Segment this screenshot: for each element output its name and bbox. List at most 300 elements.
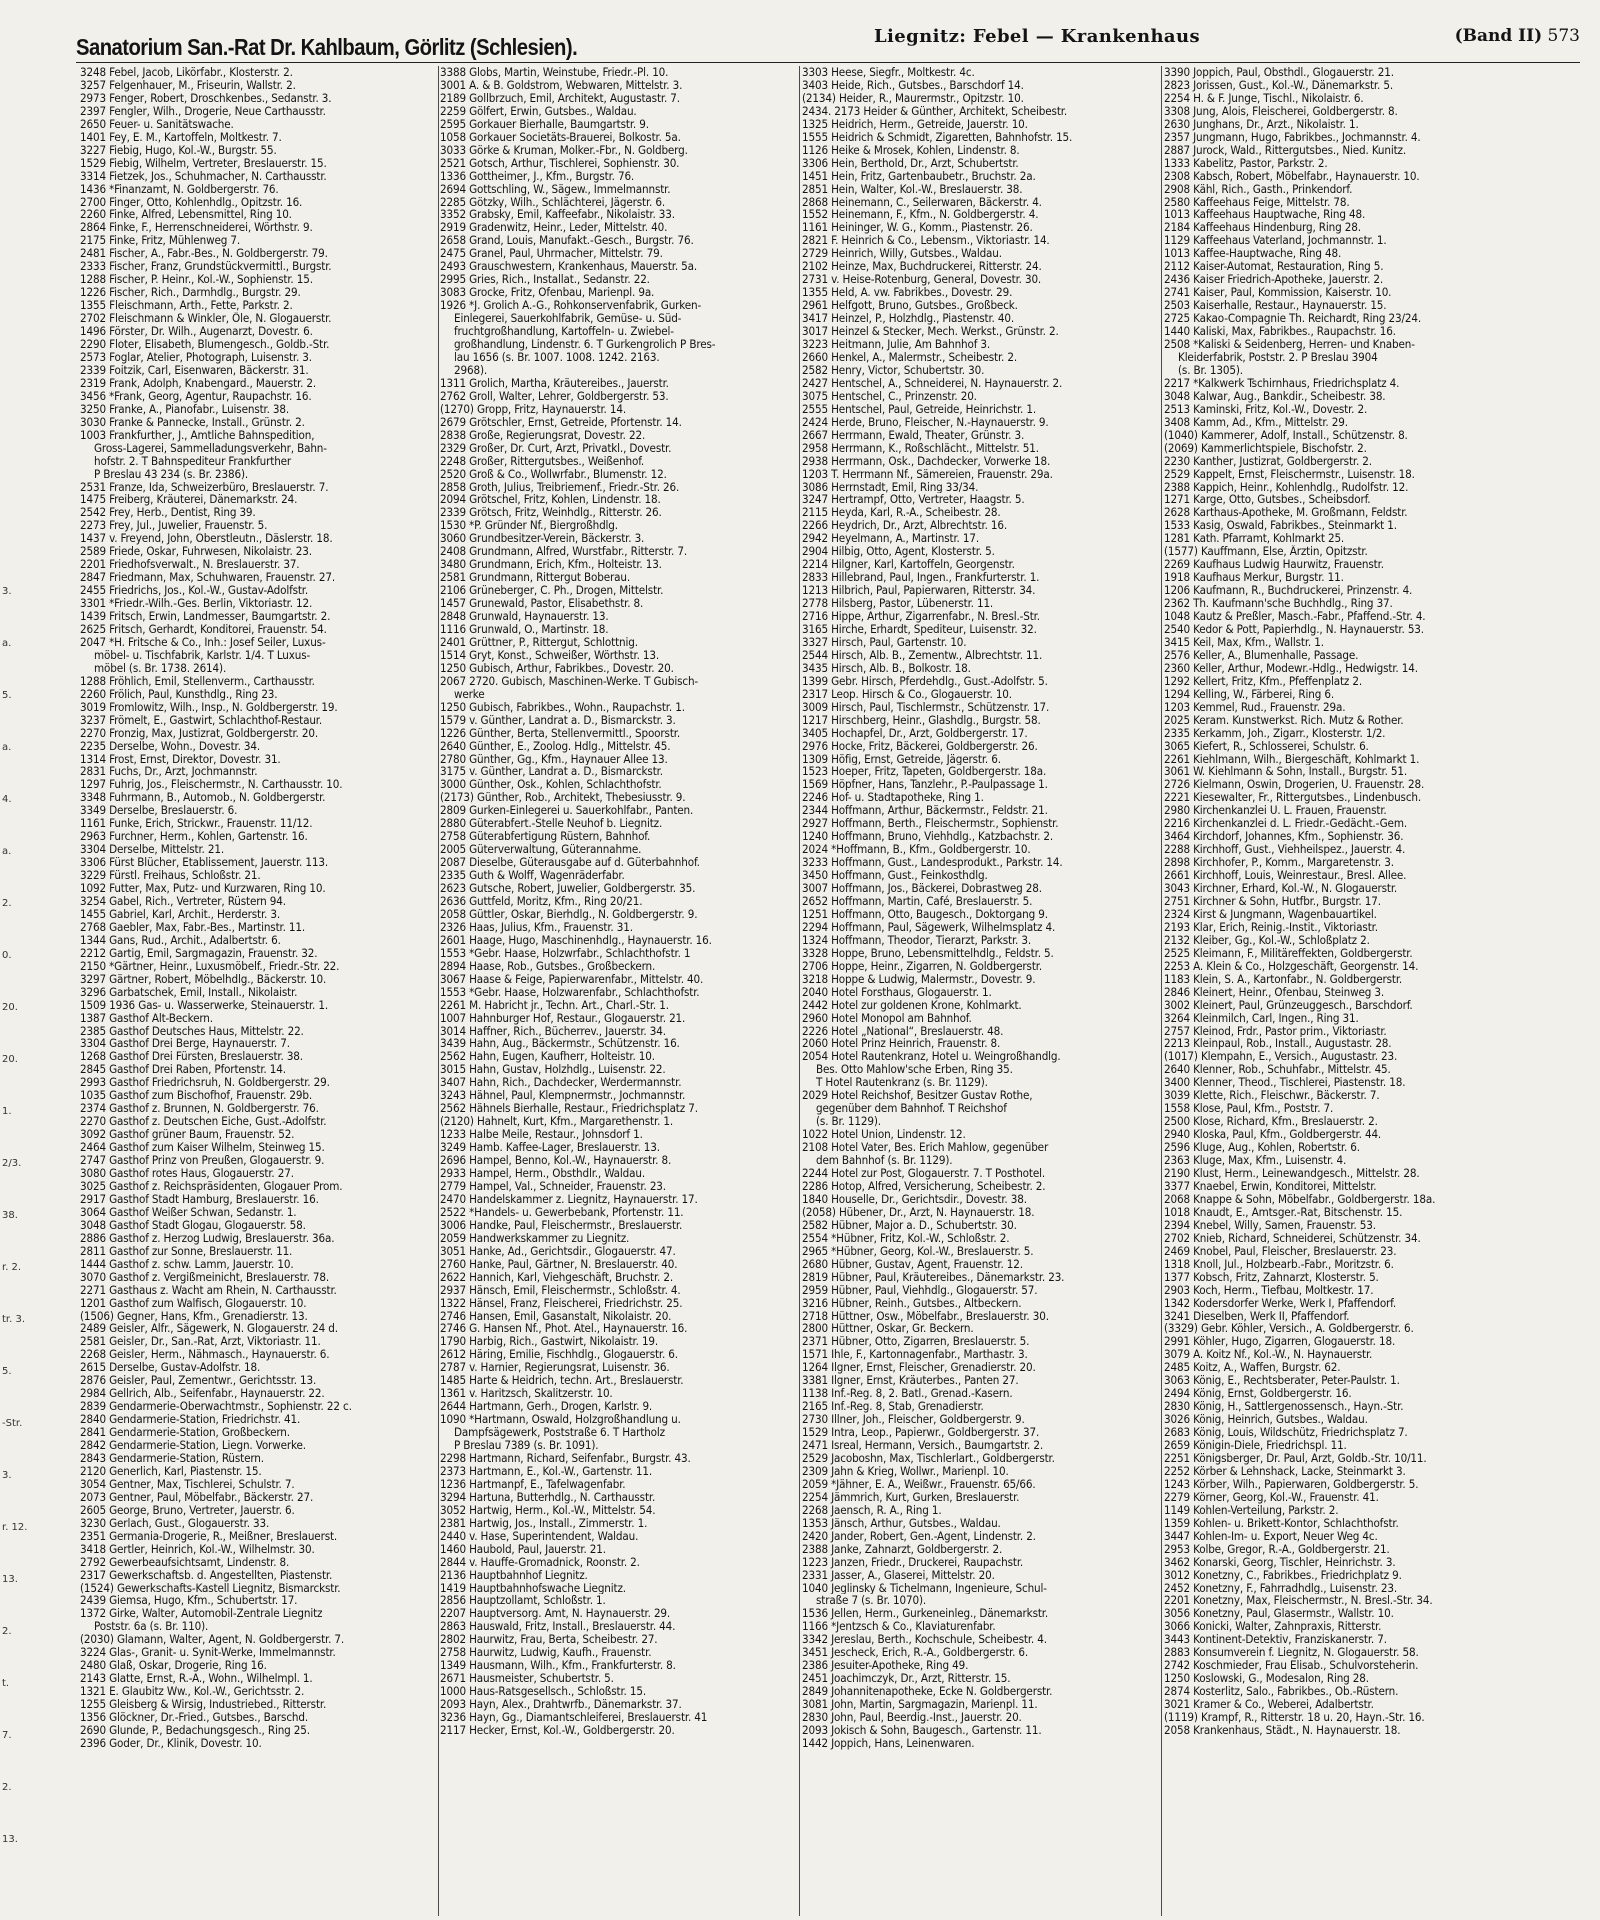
margin-fragment: r. 12.: [2, 1522, 28, 1533]
directory-entry: 1401 Fey, E. M., Kartoffeln, Moltkestr. 7.: [80, 130, 282, 144]
directory-entry: 2898 Kirchhofer, P., Komm., Margaretenstr. 3.: [1164, 856, 1394, 870]
directory-entry: 2252 Körber & Lehnshack, Lacke, Steinmarkt 3.: [1164, 1464, 1406, 1478]
directory-entry: 2612 Häring, Emilie, Fischhdlg., Glogauerstr. 6.: [440, 1348, 678, 1362]
directory-entry: 2212 Gartig, Emil, Sargmagazin, Frauenstr. 32.: [80, 946, 318, 960]
directory-entry: 2093 Jokisch & Sohn, Baugesch., Gartenstr. 11.: [802, 1724, 1042, 1737]
directory-entry: 2060 Hotel Prinz Heinrich, Frauenstr. 8.: [802, 1037, 1001, 1051]
directory-entry: 2746 G. Hansen Nf., Phot. Atel., Haynauerstr. 16.: [440, 1322, 688, 1336]
directory-entry: 2595 Gorkauer Bierhalle, Baumgartstr. 9.: [440, 117, 649, 131]
directory-entry: 1514 Gryt, Konst., Schweißer, Wörthstr. 13.: [440, 648, 660, 662]
directory-entry: 3301 *Friedr.-Wilh.-Ges. Berlin, Viktoriastr. 12.: [80, 597, 313, 611]
directory-entry: 2903 Koch, Herm., Tiefbau, Moltkestr. 17.: [1164, 1283, 1374, 1297]
directory-entry: 1255 Gleisberg & Wirsig, Industriebed., Ritterstr.: [80, 1698, 327, 1712]
directory-entry: 2580 Kaffeehaus Feige, Mittelstr. 78.: [1164, 195, 1350, 209]
directory-entry: 1040 Jeglinsky & Tichelmann, Ingenieure, Schul-: [802, 1581, 1047, 1595]
directory-entry: 2451 Joachimczyk, Dr., Arzt, Ritterstr. 15.: [802, 1672, 1011, 1686]
directory-entry: 2706 Hoppe, Heinr., Zigarren, N. Goldbergerstr.: [802, 959, 1042, 973]
directory-entry: 2843 Gendarmerie-Station, Rüstern.: [80, 1451, 264, 1465]
directory-entry: 1226 Günther, Berta, Stellenvermittl., Spoorstr.: [440, 726, 680, 740]
directory-entry: 2005 Güterverwaltung, Güterannahme.: [440, 843, 642, 857]
directory-entry: 2150 *Gärtner, Heinr., Luxusmöbelf., Friedr.-Str. 22.: [80, 959, 340, 973]
directory-entry: 2455 Friedrichs, Jos., Kol.-W., Gustav-Adolfstr.: [80, 584, 309, 598]
directory-entry: 3081 John, Martin, Sargmagazin, Marienpl. 11.: [802, 1698, 1038, 1712]
directory-entry: 1206 Kaufmann, R., Buchdruckerei, Prinzenstr. 4.: [1164, 584, 1413, 598]
directory-entry: 2268 Jaensch, R. A., Ring 1.: [802, 1503, 942, 1517]
margin-fragment: 1.: [2, 1106, 12, 1117]
directory-entry: 2830 König, H., Sattlergenossensch., Hayn.-Str.: [1164, 1400, 1404, 1414]
directory-entry: 3075 Hentschel, C., Prinzenstr. 20.: [802, 389, 977, 403]
directory-entry: 3400 Klenner, Theod., Tischlerei, Piastenstr. 18.: [1164, 1076, 1406, 1090]
directory-entry: 2953 Kolbe, Gregor, R.-A., Goldbergerstr. 21.: [1164, 1542, 1390, 1556]
directory-entry: 1292 Kellert, Fritz, Kfm., Pfeffenplatz 2.: [1164, 674, 1363, 688]
directory-entry: 3456 *Frank, Georg, Agentur, Raupachstr. 16.: [80, 389, 312, 403]
directory-entry: 1399 Gebr. Hirsch, Pferdehdlg., Gust.-Adolfstr. 5.: [802, 674, 1048, 688]
directory-entry: 3236 Hayn, Gg., Diamantschleiferei, Breslauerstr. 41: [440, 1711, 708, 1724]
directory-entry: 2339 Foitzik, Carl, Eisenwaren, Bäckerstr. 31.: [80, 363, 309, 377]
directory-entry: 2582 Henry, Victor, Schubertstr. 30.: [802, 363, 985, 377]
directory-entry: 1553 *Gebr. Haase, Holzwrfabr., Schlachthofstr. 1: [440, 946, 691, 960]
directory-entry: 2309 Jahn & Krieg, Wollwr., Marienpl. 10.: [802, 1464, 1009, 1478]
margin-fragment: 2.: [2, 1782, 12, 1793]
directory-entry: Bes. Otto Mahlow'sche Erben, Ring 35.: [816, 1063, 1013, 1077]
directory-entry: 2317 Gewerkschaftsb. d. Angestellten, Piastenstr.: [80, 1568, 333, 1582]
margin-fragment: 3.: [2, 586, 12, 597]
directory-entry: 2058 Güttler, Oskar, Bierhdlg., N. Goldbergerstr. 9.: [440, 907, 698, 921]
directory-entry: 3248 Febel, Jacob, Likörfabr., Klosterstr. 2.: [80, 66, 293, 79]
directory-entry: 3063 König, E., Rechtsberater, Peter-Paulstr. 1.: [1164, 1374, 1400, 1388]
directory-entry: 2067 2720. Gubisch, Maschinen-Werke. T Gubisch-: [440, 674, 699, 688]
margin-fragment: 20.: [2, 1002, 18, 1013]
directory-entry: 2326 Haas, Julius, Kfm., Frauenstr. 31.: [440, 920, 633, 934]
directory-entry: 2270 Fronzig, Max, Justizrat, Goldbergerstr. 20.: [80, 726, 318, 740]
directory-entry: 2286 Hotop, Alfred, Versicherung, Scheibestr. 2.: [802, 1179, 1046, 1193]
directory-entry: 2522 *Handels- u. Gewerbebank, Pfortenstr. 11.: [440, 1205, 684, 1219]
directory-entry: 1926 *J. Grolich A.-G., Rohkonservenfabrik, Gurken-: [440, 299, 702, 313]
directory-entry: 3403 Heide, Rich., Gutsbes., Barschdorf 14.: [802, 78, 1024, 92]
directory-entry: 1203 T. Herrmann Nf., Sämereien, Frauenstr. 29a.: [802, 467, 1053, 481]
directory-entry: 2319 Frank, Adolph, Knabengard., Mauerstr. 2.: [80, 376, 317, 390]
directory-entry: 2942 Heyelmann, A., Martinstr. 17.: [802, 532, 979, 546]
directory-entry: 1217 Hirschberg, Heinr., Glashdlg., Burgstr. 58.: [802, 713, 1041, 727]
directory-entry: 1251 Hoffmann, Otto, Baugesch., Doktorgang 9.: [802, 907, 1048, 921]
directory-entry: lau 1656 (s. Br. 1007. 1008. 1242. 2163.: [454, 350, 660, 364]
directory-entry: 3051 Hanke, Ad., Gerichtsdir., Glogauerstr. 47.: [440, 1244, 676, 1258]
directory-entry: 1457 Grunewald, Pastor, Elisabethstr. 8.: [440, 597, 644, 611]
directory-entry: 2279 Körner, Georg, Kol.-W., Frauenstr. 41.: [1164, 1490, 1379, 1504]
directory-entry: 2424 Herde, Bruno, Fleischer, N.-Haynauerstr. 9.: [802, 415, 1049, 429]
directory-entry: 2189 Gollbrzuch, Emil, Architekt, Augustastr. 7.: [440, 91, 680, 105]
directory-entry: 2493 Grauschwestern, Krankenhaus, Mauerstr. 5a.: [440, 260, 698, 274]
directory-entry: 2858 Groth, Julius, Treibriemenf., Friedr.-Str. 26.: [440, 480, 680, 494]
directory-entry: 2132 Kleiber, Gg., Kol.-W., Schloßplatz 2.: [1164, 933, 1370, 947]
directory-entry: (3329) Gebr. Köhler, Versich., A. Goldbergerstr. 6.: [1164, 1322, 1414, 1336]
directory-entry: 2254 Jämmrich, Kurt, Gurken, Breslauerstr.: [802, 1490, 1020, 1504]
directory-entry: 3083 Grocke, Fritz, Ofenbau, Marienpl. 9a.: [440, 286, 655, 300]
directory-entry: 3237 Frömelt, E., Gastwirt, Schlachthof-Restaur.: [80, 713, 323, 727]
directory-entry: 3017 Heinzel & Stecker, Mech. Werkst., Grünstr. 2.: [802, 325, 1059, 339]
directory-entry: 3012 Konetzny, C., Fabrikbes., Friedrichplatz 9.: [1164, 1568, 1402, 1582]
directory-entry: 2792 Gewerbeaufsichtsamt, Lindenstr. 8.: [80, 1555, 290, 1569]
directory-entry: 2917 Gasthof Stadt Hamburg, Breslauerstr. 16.: [80, 1192, 319, 1206]
directory-entry: 2554 *Hübner, Fritz, Kol.-W., Schloßstr. 2.: [802, 1231, 1010, 1245]
directory-entry: 2760 Hanke, Paul, Gärtner, N. Breslauerstr. 40.: [440, 1257, 678, 1271]
directory-entry: 2802 Haurwitz, Frau, Berta, Scheibestr. 27.: [440, 1633, 658, 1647]
directory-entry: (2030) Glamann, Walter, Agent, N. Goldbergerstr. 7.: [80, 1633, 345, 1647]
directory-column-3: [802, 66, 1160, 1916]
directory-entry: 3000 Günther, Osk., Kohlen, Schlachthofstr.: [440, 778, 662, 792]
margin-fragment: 20.: [2, 1054, 18, 1065]
directory-entry: 1918 Kaufhaus Merkur, Burgstr. 11.: [1164, 571, 1344, 585]
directory-entry: 2427 Hentschel, A., Schneiderei, N. Haynauerstr. 2.: [802, 376, 1063, 390]
directory-entry: 1485 Harte & Heidrich, techn. Art., Breslauerstr.: [440, 1374, 684, 1388]
directory-entry: 2480 Glaß, Oskar, Drogerie, Ring 16.: [80, 1659, 267, 1673]
directory-entry: 3439 Hahn, Aug., Bäckermstr., Schützenstr. 16.: [440, 1037, 680, 1051]
directory-entry: 2442 Hotel zur goldenen Krone, Kohlmarkt.: [802, 998, 1022, 1012]
margin-fragment: 5.: [2, 690, 12, 701]
directory-entry: 2823 Jorissen, Gust., Kol.-W., Dänemarkstr. 5.: [1164, 78, 1393, 92]
directory-entry: 2702 Knieb, Richard, Schneiderei, Schützenstr. 34.: [1164, 1231, 1421, 1245]
directory-entry: 3230 Gerlach, Gust., Glogauerstr. 33.: [80, 1516, 270, 1530]
directory-entry: 2271 Gasthaus z. Wacht am Rhein, N. Carthausstr.: [80, 1283, 337, 1297]
directory-entry: 2333 Fischer, Franz, Grundstückvermittl., Burgstr.: [80, 260, 332, 274]
directory-entry: 3303 Heese, Siegfr., Moltkestr. 4c.: [802, 66, 975, 79]
directory-entry: 1419 Hauptbahnhofswache Liegnitz.: [440, 1581, 626, 1595]
directory-entry: 3079 A. Koitz Nf., Kol.-W., N. Haynauerstr.: [1164, 1348, 1373, 1362]
directory-entry: 3065 Kiefert, R., Schlosserei, Schulstr. 6.: [1164, 739, 1369, 753]
directory-entry: 1322 Hänsel, Franz, Fleischerei, Friedrichstr. 25.: [440, 1296, 683, 1310]
margin-fragment: 7.: [2, 1730, 12, 1741]
directory-entry: 3390 Joppich, Paul, Obsthdl., Glogauerstr. 21.: [1164, 66, 1394, 79]
directory-entry: 2396 Goder, Dr., Klinik, Dovestr. 10.: [80, 1736, 262, 1750]
directory-entry: 2253 A. Klein & Co., Holzgeschäft, Georgenstr. 14.: [1164, 959, 1419, 973]
directory-entry: 2235 Derselbe, Wohn., Dovestr. 34.: [80, 739, 261, 753]
directory-entry: 2976 Hocke, Fritz, Bäckerei, Goldbergerstr. 26.: [802, 739, 1038, 753]
directory-entry: 2439 Giemsa, Hugo, Kfm., Schubertstr. 17.: [80, 1594, 298, 1608]
directory-entry: (2120) Hahnelt, Kurt, Kfm., Margarethenstr. 1.: [440, 1115, 674, 1129]
directory-entry: 2317 Leop. Hirsch & Co., Glogauerstr. 10.: [802, 687, 1012, 701]
directory-entry: 1236 Hartmanpf, E., Tafelwagenfabr.: [440, 1477, 626, 1491]
directory-entry: 1475 Freiberg, Kräuterei, Dänemarkstr. 24.: [80, 493, 298, 507]
directory-entry: 2058 Krankenhaus, Städt., N. Haynauerstr. 18.: [1164, 1724, 1401, 1737]
directory-entry: 3304 Gasthof Drei Berge, Haynauerstr. 7.: [80, 1037, 290, 1051]
directory-entry: 2960 Hotel Monopol am Bahnhof.: [802, 1011, 972, 1025]
directory-entry: 1558 Klose, Paul, Kfm., Poststr. 7.: [1164, 1102, 1334, 1116]
directory-entry: 3026 König, Heinrich, Gutsbes., Waldau.: [1164, 1413, 1368, 1427]
directory-entry: 3064 Gasthof Weißer Schwan, Sedanstr. 1.: [80, 1205, 297, 1219]
directory-entry: Einlegerei, Sauerkohlfabrik, Gemüse- u. Süd-: [454, 312, 682, 326]
directory-entry: 2360 Keller, Arthur, Modewr.-Hdlg., Hedwigstr. 14.: [1164, 661, 1418, 675]
directory-entry: 1058 Gorkauer Societäts-Brauerei, Bolkostr. 5a.: [440, 130, 681, 144]
directory-entry: 1250 Gubisch, Arthur, Fabrikbes., Dovestr. 20.: [440, 661, 674, 675]
directory-entry: 1183 Klein, S. A., Kartonfabr., N. Goldbergerstr.: [1164, 972, 1403, 986]
directory-entry: 2779 Hampel, Val., Schneider, Frauenstr. 23.: [440, 1179, 666, 1193]
directory-entry: 2339 Grötsch, Fritz, Weinhdlg., Ritterstr. 26.: [440, 506, 662, 520]
directory-entry: 1022 Hotel Union, Lindenstr. 12.: [802, 1128, 966, 1142]
directory-entry: 1092 Futter, Max, Putz- und Kurzwaren, Ring 10.: [80, 882, 326, 895]
directory-entry: 2993 Gasthof Friedrichsruh, N. Goldbergerstr. 29.: [80, 1076, 330, 1090]
directory-entry: 2329 Großer, Dr. Curt, Arzt, Privatkl., Dovestr.: [440, 441, 672, 455]
directory-entry: Dampfsägewerk, Poststraße 6. T Hartholz: [454, 1426, 665, 1440]
directory-entry: 3308 Jung, Alois, Fleischerei, Goldbergerstr. 8.: [1164, 104, 1398, 118]
directory-entry: 3327 Hirsch, Paul, Gartenstr. 10.: [802, 635, 967, 649]
directory-entry: 3092 Gasthof grüner Baum, Frauenstr. 52.: [80, 1128, 295, 1142]
directory-entry: 2268 Geisler, Herm., Nähmasch., Haynauerstr. 6.: [80, 1348, 330, 1362]
running-title: Liegnitz: Febel — Krankenhaus: [874, 26, 1201, 47]
directory-entry: 1536 Jellen, Herm., Gurkeneinleg., Dänemarkstr.: [802, 1607, 1049, 1621]
directory-entry: 3006 Handke, Paul, Fleischermstr., Breslauerstr.: [440, 1218, 683, 1232]
directory-entry: 2214 Hilgner, Karl, Kartoffeln, Georgenstr.: [802, 558, 1015, 572]
directory-entry: 2868 Heinemann, C., Seilerwaren, Bäckerstr. 4.: [802, 195, 1042, 209]
directory-entry: 2261 M. Habricht jr., Techn. Art., Charl.-Str. 1.: [440, 998, 669, 1012]
directory-entry: 2335 Guth & Wolff, Wagenräderfabr.: [440, 869, 625, 883]
directory-entry: 2117 Hecker, Ernst, Kol.-W., Goldbergerstr. 20.: [440, 1724, 675, 1737]
directory-entry: 1243 Körber, Wilh., Papierwaren, Goldbergerstr. 5.: [1164, 1477, 1419, 1491]
directory-entry: 3264 Kleinmilch, Carl, Ingen., Ring 31.: [1164, 1011, 1359, 1025]
directory-entry: 2544 Hirsch, Alb. B., Zementw., Albrechtstr. 11.: [802, 648, 1043, 662]
directory-entry: 2894 Haase, Rob., Gutsbes., Großbeckern.: [440, 959, 656, 973]
directory-entry: 3070 Gasthof z. Vergißmeinicht, Breslauerstr. 78.: [80, 1270, 330, 1284]
directory-entry: 2244 Hotel zur Post, Glogauerstr. 7. T Posthotel.: [802, 1167, 1046, 1180]
directory-entry: 1344 Gans, Rud., Archit., Adalbertstr. 6.: [80, 933, 281, 947]
directory-entry: 3377 Knaebel, Erwin, Konditorei, Mittelstr.: [1164, 1179, 1377, 1193]
directory-entry: (1524) Gewerkschafts-Kastell Liegnitz, Bismarckstr.: [80, 1581, 341, 1595]
directory-entry: 3408 Kamm, Ad., Kfm., Mittelstr. 29.: [1164, 415, 1348, 429]
directory-entry: 1353 Jänsch, Arthur, Gutsbes., Waldau.: [802, 1516, 1001, 1530]
directory-entry: 1790 Harbig, Rich., Gastwirt, Nikolaistr. 19.: [440, 1335, 659, 1349]
directory-entry: 2696 Hampel, Benno, Kol.-W., Haynauerstr. 8.: [440, 1154, 672, 1168]
directory-entry: 3447 Kohlen-Im- u. Export, Neuer Weg 4c.: [1164, 1529, 1378, 1543]
directory-entry: 1240 Hoffmann, Bruno, Viehhdlg., Katzbachstr. 2.: [802, 830, 1054, 844]
directory-entry: 2658 Grand, Louis, Manufakt.-Gesch., Burgstr. 76.: [440, 234, 694, 248]
directory-entry: 2841 Gendarmerie-Station, Großbeckern.: [80, 1426, 290, 1440]
directory-entry: 2582 Hübner, Major a. D., Schubertstr. 30.: [802, 1218, 1017, 1232]
directory-entry: 3407 Hahn, Rich., Dachdecker, Werdermannstr.: [440, 1076, 682, 1090]
directory-entry: 3381 Ilgner, Ernst, Kräuterbes., Panten 27.: [802, 1374, 1019, 1388]
margin-fragment: a.: [2, 846, 12, 857]
directory-entry: 2741 Kaiser, Paul, Kommission, Kaiserstr. 10.: [1164, 286, 1392, 300]
directory-entry: 2285 Götzky, Wilh., Schlächterei, Jägerstr. 6.: [440, 195, 665, 209]
directory-entry: 2201 Friedhofsverwalt., N. Breslauerstr. 37.: [80, 558, 300, 572]
directory-entry: 2525 Kleimann, F., Militäreffekten, Goldbergerstr.: [1164, 946, 1413, 960]
directory-entry: 2959 Hübner, Paul, Viehhdlg., Glogauerstr. 57.: [802, 1283, 1038, 1297]
directory-entry: 2690 Glunde, P., Bedachungsgesch., Ring 25.: [80, 1724, 310, 1737]
directory-entry: 3306 Fürst Blücher, Etablissement, Jauerstr. 113.: [80, 856, 328, 870]
directory-entry: 1361 v. Haritzsch, Skalitzerstr. 10.: [440, 1387, 613, 1401]
margin-fragment: a.: [2, 742, 12, 753]
directory-entry: 2087 Dieselbe, Güterausgabe auf d. Güterbahnhof.: [440, 856, 700, 870]
directory-entry: 2357 Jungmann, Hugo, Fabrikbes., Jochmannstr. 4.: [1164, 130, 1421, 144]
directory-entry: 2747 Gasthof Prinz von Preußen, Glogauerstr. 9.: [80, 1154, 325, 1168]
directory-entry: 2830 John, Paul, Beerdig.-Inst., Jauerstr. 20.: [802, 1711, 1022, 1724]
directory-entry: fruchtgroßhandlung, Kartoffeln- u. Zwiebel-: [454, 325, 674, 339]
directory-entry: 2628 Karthaus-Apotheke, M. Großmann, Feldstr.: [1164, 506, 1408, 520]
directory-entry: 1297 Fuhrig, Jos., Fleischermstr., N. Carthausstr. 10.: [80, 778, 343, 792]
directory-entry: 2246 Hof- u. Stadtapotheke, Ring 1.: [802, 791, 984, 805]
directory-entry: 2581 Grundmann, Rittergut Boberau.: [440, 571, 631, 585]
directory-entry: 1264 Ilgner, Ernst, Fleischer, Grenadierstr. 20.: [802, 1361, 1036, 1375]
directory-entry: 1035 Gasthof zum Bischofhof, Frauenstr. 29b.: [80, 1089, 312, 1103]
directory-entry: 1138 Inf.-Reg. 8, 2. Batl., Grenad.-Kasern.: [802, 1387, 1013, 1401]
directory-entry: 2388 Janke, Zahnarzt, Goldbergerstr. 2.: [802, 1542, 1003, 1556]
margin-fragment: 5.: [2, 1366, 12, 1377]
column-divider: [438, 66, 439, 1916]
directory-entry: 2112 Kaiser-Automat, Restauration, Ring 5.: [1164, 260, 1384, 274]
margin-fragment: 3.: [2, 1470, 12, 1481]
directory-entry: 2093 Hayn, Alex., Drahtwrfb., Dänemarkstr. 37.: [440, 1698, 682, 1712]
directory-entry: 2120 Generlich, Karl, Piastenstr. 15.: [80, 1464, 262, 1478]
directory-entry: 2680 Hübner, Gustav, Agent, Frauenstr. 12.: [802, 1257, 1023, 1271]
directory-entry: 2542 Frey, Herb., Dentist, Ring 39.: [80, 506, 256, 520]
directory-entry: 3033 Görke & Kruman, Molker.-Fbr., N. Goldberg.: [440, 143, 688, 157]
left-margin-fragments: [0, 66, 28, 1916]
directory-entry: 3048 Kalwar, Aug., Bankdir., Scheibestr. 38.: [1164, 389, 1386, 403]
directory-entry: 1000 Haus-Ratsgesellsch., Schloßstr. 15.: [440, 1685, 646, 1699]
directory-entry: 2266 Heydrich, Dr., Arzt, Albrechtstr. 16.: [802, 519, 1008, 533]
directory-entry: 1530 *P. Gründer Nf., Biergroßhdlg.: [440, 519, 618, 533]
directory-entry: 3002 Kleinert, Paul, Grünzeuggesch., Barschdorf.: [1164, 998, 1413, 1012]
directory-entry: 2883 Konsumverein f. Liegnitz, N. Glogauerstr. 58.: [1164, 1646, 1419, 1660]
directory-entry: 2730 Illner, Joh., Fleischer, Goldbergerstr. 9.: [802, 1413, 1025, 1427]
directory-entry: 2440 v. Hase, Superintendent, Waldau.: [440, 1529, 639, 1543]
directory-entry: 3296 Garbatschek, Emil, Install., Nikolaistr.: [80, 985, 298, 999]
directory-entry: 3451 Jescheck, Erich, R.-A., Goldbergerstr. 6.: [802, 1646, 1029, 1660]
directory-entry: 3066 Konicki, Walter, Zahnpraxis, Ritterstr.: [1164, 1620, 1382, 1634]
directory-entry: 1318 Knoll, Jul., Holzbearb.-Fabr., Moritzstr. 6.: [1164, 1257, 1394, 1271]
directory-entry: 2615 Derselbe, Gustav-Adolfstr. 18.: [80, 1361, 261, 1375]
directory-entry: 2143 Glatte, Ernst, R.-A., Wohn., Wilhelmpl. 1.: [80, 1672, 313, 1686]
directory-entry: 2863 Hauswald, Fritz, Install., Breslauerstr. 44.: [440, 1620, 676, 1634]
directory-entry: 2660 Henkel, A., Malermstr., Scheibestr. 2.: [802, 350, 1017, 364]
directory-entry: 1126 Heike & Mrosek, Kohlen, Lindenstr. 8.: [802, 143, 1020, 157]
advertisement-banner: Sanatorium San.-Rat Dr. Kahlbaum, Görlitz (Schlesien).: [76, 34, 578, 60]
directory-entry: 2270 Gasthof z. Deutschen Eiche, Gust.-Adolfstr.: [80, 1115, 327, 1129]
directory-entry: 2659 Königin-Diele, Friedrichspl. 11.: [1164, 1439, 1347, 1452]
directory-entry: 2452 Konetzny, F., Fahrradhdlg., Luisenstr. 23.: [1164, 1581, 1398, 1595]
directory-entry: 2434. 2173 Heider & Günther, Architekt, Scheibestr.: [802, 104, 1068, 118]
directory-entry: 2025 Keram. Kunstwerkst. Rich. Mutz & Rother.: [1164, 713, 1404, 727]
directory-entry: 3306 Hein, Berthold, Dr., Arzt, Schubertstr.: [802, 156, 1019, 170]
directory-entry: 1288 Fröhlich, Emil, Stellenverm., Carthausstr.: [80, 674, 315, 688]
margin-fragment: a.: [2, 638, 12, 649]
page-header: [76, 22, 1580, 63]
directory-entry: 2254 H. & F. Junge, Tischl., Nikolaistr. 6.: [1164, 91, 1364, 105]
directory-entry: 3229 Fürstl. Freihaus, Schloßstr. 21.: [80, 869, 261, 883]
directory-entry: 2973 Fenger, Robert, Droschkenbes., Sedanstr. 3.: [80, 91, 332, 105]
directory-entry: 2226 Hotel „National“, Breslauerstr. 48.: [802, 1024, 1004, 1038]
directory-entry: 2420 Jander, Robert, Gen.-Agent, Lindenstr. 2.: [802, 1529, 1036, 1543]
directory-entry: 2965 *Hübner, Georg, Kol.-W., Breslauerstr. 5.: [802, 1244, 1034, 1258]
margin-fragment: 38.: [2, 1210, 18, 1221]
directory-entry: 2106 Grüneberger, C. Ph., Drogen, Mittelstr.: [440, 584, 664, 598]
directory-entry: 2589 Friede, Oskar, Fuhrwesen, Nikolaistr. 23.: [80, 545, 312, 559]
directory-entry: 2481 Fischer, A., Fabr.-Bes., N. Goldbergerstr. 79.: [80, 247, 328, 261]
directory-entry: 2529 Kappelt, Ernst, Fleischermstr., Luisenstr. 18.: [1164, 467, 1415, 481]
directory-entry: 2351 Germania-Drogerie, R., Meißner, Breslauerst.: [80, 1529, 338, 1543]
directory-entry: 2385 Gasthof Deutsches Haus, Mittelstr. 22.: [80, 1024, 304, 1038]
directory-entry: 3243 Hähnel, Paul, Klempnermstr., Jochmannstr.: [440, 1089, 686, 1103]
directory-entry: 3241 Dieselben, Werk II, Pfaffendorf.: [1164, 1309, 1350, 1323]
directory-entry: 2683 König, Louis, Wildschütz, Friedrichsplatz 7.: [1164, 1426, 1408, 1440]
directory-entry: 2874 Kosterlitz, Salo., Fabrikbes., Ob.-Rüstern.: [1164, 1685, 1399, 1699]
margin-fragment: r. 2.: [2, 1262, 22, 1273]
directory-entry: 2335 Kerkamm, Joh., Zigarr., Klosterstr. 1/2.: [1164, 726, 1386, 740]
directory-entry: 2520 Groß & Co., Wollwrfabr., Blumenstr. 12.: [440, 467, 667, 481]
directory-entry: 2115 Heyda, Karl, R.-A., Scheibestr. 28.: [802, 506, 1001, 520]
directory-entry: 2344 Hoffmann, Arthur, Bäckermstr., Feldstr. 21.: [802, 804, 1048, 818]
directory-entry: 1309 Höfig, Ernst, Getreide, Jägerstr. 6.: [802, 752, 1001, 766]
directory-entry: 2622 Hannich, Karl, Viehgeschäft, Bruchstr. 2.: [440, 1270, 674, 1284]
directory-entry: werke: [454, 687, 485, 701]
directory-entry: 2193 Klar, Erich, Reinig.-Instit., Viktoriastr.: [1164, 920, 1378, 934]
directory-entry: 1444 Gasthof z. schw. Lamm, Jauerstr. 10.: [80, 1257, 294, 1271]
directory-entry: 3025 Gasthof z. Reichspräsidenten, Glogauer Prom.: [80, 1179, 343, 1193]
directory-entry: 2436 Kaiser Friedrich-Apotheke, Jauerstr. 2.: [1164, 273, 1384, 287]
directory-entry: 2757 Kleinod, Frdr., Pastor prim., Viktoriastr.: [1164, 1024, 1387, 1038]
directory-entry: (2173) Günther, Rob., Architekt, Thebesiusstr. 9.: [440, 791, 686, 805]
directory-entry: 2470 Handelskammer z. Liegnitz, Haynauerstr. 17.: [440, 1192, 698, 1206]
directory-entry: 2842 Gendarmerie-Station, Liegn. Vorwerke.: [80, 1439, 306, 1452]
directory-entry: 3405 Hochapfel, Dr., Arzt, Goldbergerstr. 17.: [802, 726, 1028, 740]
directory-entry: 2880 Güterabfert.-Stelle Neuhof b. Liegnitz.: [440, 817, 663, 831]
directory-entry: 3450 Hoffmann, Gust., Feinkosthdlg.: [802, 869, 988, 883]
margin-fragment: -Str.: [2, 1418, 23, 1429]
directory-entry: 3175 v. Günther, Landrat a. D., Bismarckstr.: [440, 765, 663, 779]
directory-entry: 1529 Intra, Leop., Papierwr., Goldbergerstr. 37.: [802, 1426, 1040, 1440]
margin-fragment: 2/3.: [2, 1158, 22, 1169]
directory-entry: 2529 Jacoboshn, Max, Tischlerlart., Goldbergerstr.: [802, 1451, 1055, 1465]
directory-entry: 2230 Kanther, Justizrat, Goldbergerstr. 2.: [1164, 454, 1372, 468]
directory-entry: 2288 Kirchhoff, Gust., Viehheilspez., Jauerstr. 4.: [1164, 843, 1406, 857]
directory-entry: 1116 Grunwald, O., Martinstr. 18.: [440, 622, 609, 636]
directory-entry: 2388 Kappich, Heinr., Kohlenhdlg., Rudolfstr. 12.: [1164, 480, 1409, 494]
directory-entry: 3328 Hoppe, Bruno, Lebensmittelhdlg., Feldstr. 5.: [802, 946, 1054, 960]
directory-entry: 2562 Hahn, Eugen, Kaufherr, Holteistr. 10.: [440, 1050, 655, 1064]
directory-entry: (2134) Heider, R., Maurermstr., Opitzstr. 10.: [802, 91, 1024, 105]
directory-entry: 2494 König, Ernst, Goldbergerstr. 16.: [1164, 1387, 1352, 1401]
directory-entry: 2408 Grundmann, Alfred, Wurstfabr., Ritterstr. 7.: [440, 545, 688, 559]
directory-entry: 1250 Gubisch, Fabrikbes., Wohn., Raupachstr. 1.: [440, 700, 685, 714]
directory-entry: 1553 *Gebr. Haase, Holzwarenfabr., Schlachthofstr.: [440, 985, 700, 999]
directory-entry: 3480 Grundmann, Erich, Kfm., Holteistr. 13.: [440, 558, 662, 572]
directory-entry: 2751 Kirchner & Sohn, Hutfbr., Burgstr. 17.: [1164, 895, 1381, 908]
directory-entry: 3348 Fuhrmann, B., Automob., N. Goldbergerstr.: [80, 791, 326, 805]
directory-entry: Poststr. 6a (s. Br. 110).: [94, 1620, 209, 1634]
directory-entry: 2513 Kaminski, Fritz, Kol.-W., Dovestr. 2.: [1164, 402, 1368, 416]
directory-entry: 1161 Funke, Erich, Strickwr., Frauenstr. 11/12.: [80, 817, 313, 831]
directory-entry: 1201 Gasthof zum Walfisch, Glogauerstr. 10.: [80, 1296, 307, 1310]
directory-entry: straße 7 (s. Br. 1070).: [816, 1594, 927, 1608]
directory-entry: 2840 Gendarmerie-Station, Friedrichstr. 41.: [80, 1413, 301, 1427]
directory-entry: 1321 E. Glaubitz Ww., Kol.-W., Gerichtsstr. 2.: [80, 1685, 305, 1699]
directory-entry: 2054 Hotel Rautenkranz, Hotel u. Weingroßhandlg.: [802, 1050, 1061, 1064]
directory-entry: 2136 Hauptbahnhof Liegnitz.: [440, 1568, 588, 1582]
directory-entry: 3342 Jereslau, Berth., Kochschule, Scheibestr. 4.: [802, 1633, 1047, 1647]
directory-entry: 3304 Derselbe, Mittelstr. 21.: [80, 843, 224, 857]
margin-fragment: t.: [2, 1678, 10, 1689]
directory-entry: 1013 Kaffeehaus Hauptwache, Ring 48.: [1164, 208, 1366, 222]
directory-entry: 1840 Houselle, Dr., Gerichtsdir., Dovestr. 38.: [802, 1192, 1027, 1206]
directory-entry: 2059 *Jähner, E. A., Weißwr., Frauenstr. 65/66.: [802, 1477, 1036, 1491]
directory-entry: 1529 Fiebig, Wilhelm, Vertreter, Breslauerstr. 15.: [80, 156, 327, 170]
directory-entry: 1496 Förster, Dr. Wilh., Augenarzt, Dovestr. 6.: [80, 325, 313, 339]
directory-entry: 2094 Grötschel, Fritz, Kohlen, Lindenstr. 18.: [440, 493, 661, 507]
margin-fragment: 2.: [2, 1626, 12, 1637]
directory-entry: 2581 Geisler, Dr., San.-Rat, Arzt, Viktoriastr. 11.: [80, 1335, 321, 1349]
directory-entry: 1387 Gasthof Alt-Beckern.: [80, 1011, 213, 1025]
directory-entry: 2475 Granel, Paul, Uhrmacher, Mittelstr. 79.: [440, 247, 663, 261]
directory-entry: 3001 A. & B. Goldstrom, Webwaren, Mittelstr. 3.: [440, 78, 683, 92]
directory-entry: 2040 Hotel Forsthaus, Glogauerstr. 1.: [802, 985, 992, 999]
